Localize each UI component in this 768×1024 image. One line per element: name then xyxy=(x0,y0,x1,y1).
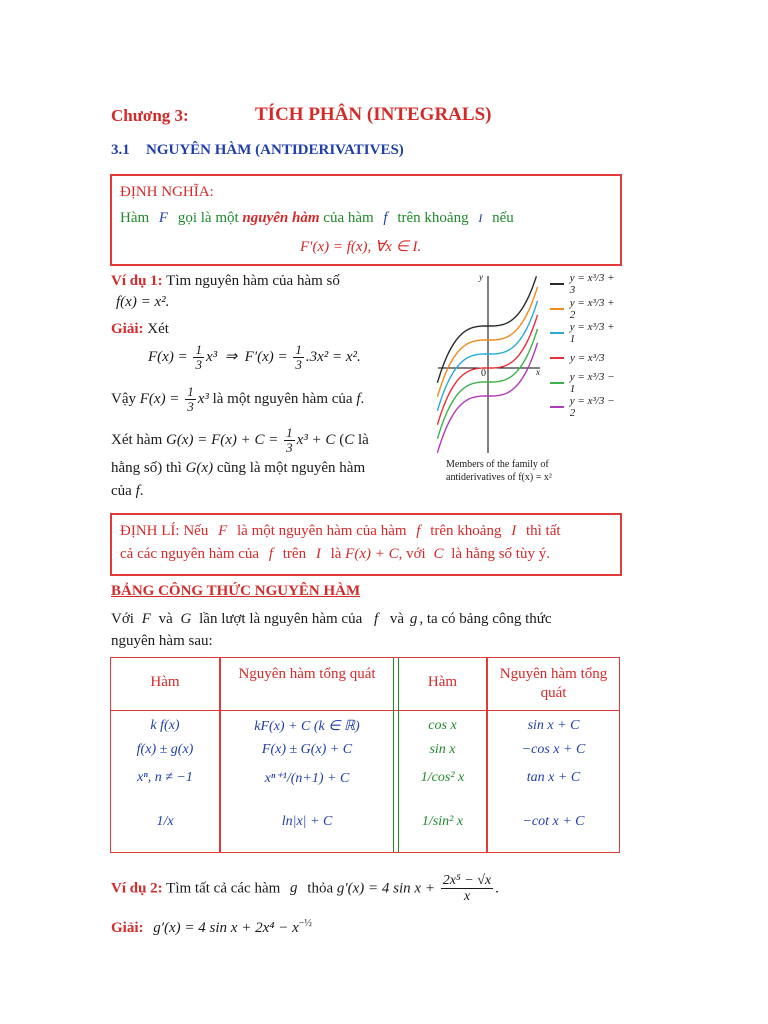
def-text-2: gọi là một xyxy=(177,210,239,226)
def-var-f: F xyxy=(158,210,169,226)
definition-text xyxy=(120,210,514,227)
example1-xet-ham-text: Xét hàm xyxy=(111,432,163,449)
example1-la: là xyxy=(357,432,369,449)
def-var-small-f: f xyxy=(383,210,388,226)
theorem-var-small-f-2: f xyxy=(268,546,274,562)
example1-c-var: C xyxy=(344,432,355,449)
table-cell-col1-1: f(x) ± g(x) xyxy=(136,742,194,757)
origin-label: 0 xyxy=(481,368,486,379)
theorem-text-5: cả các nguyên hàm của xyxy=(120,546,260,562)
example2-var-g: g xyxy=(290,880,298,897)
legend-label: y = x³/3 + 3 xyxy=(569,272,615,297)
table-cell-col3-0: cos x xyxy=(428,718,457,733)
axis-x-label: x xyxy=(536,367,540,377)
table-heading: BẢNG CÔNG THỨC NGUYÊN HÀM xyxy=(111,583,361,599)
example2-fraction: $\frac{\text{2x⁵ − √x}}{x}$ xyxy=(442,873,492,905)
table-cell-col3-2: 1/cos² x xyxy=(420,770,465,785)
table-intro-line-2: nguyên hàm sau: xyxy=(111,633,213,649)
def-text-1: Hàm xyxy=(120,210,150,226)
example1-func: f(x) = x². xyxy=(116,294,170,310)
theorem-text-8: , với xyxy=(398,546,426,562)
table-intro-line-1 xyxy=(111,611,552,628)
axis-y-label: y xyxy=(479,272,483,282)
example1-derivation: F(x) = $\frac{1}{3}$ x³ ⇒ F′(x) = $\frac{1}{3}$ .3x² = x². xyxy=(148,342,361,373)
example1-label: Ví dụ 1: xyxy=(111,273,163,289)
header-ham-2: Hàm xyxy=(427,674,458,690)
intro-text-2: và xyxy=(158,611,173,627)
intro-var-f: F xyxy=(141,611,151,627)
table-cell-col3-3: 1/sin² x xyxy=(421,814,464,829)
example2-solution xyxy=(111,918,312,937)
example1-vay: Vậy xyxy=(111,391,136,408)
theorem-line-1 xyxy=(120,523,561,540)
legend-swatch xyxy=(550,332,564,334)
definition-label: ĐỊNH NGHĨA: xyxy=(120,184,214,200)
formula-table xyxy=(110,657,620,853)
example2-prompt-text: Tìm tất cả các hàm xyxy=(166,880,281,897)
def-text-3: của hàm xyxy=(323,210,374,226)
example1-prompt xyxy=(111,273,340,290)
legend-label: y = x³/3 + 2 xyxy=(569,296,615,321)
legend-entry xyxy=(550,370,622,395)
example1-conclusion: Vậy F(x) = $\frac{1}{3}$ x³ là một nguyên hàm của f. xyxy=(111,384,365,415)
table-cell-col2-2: xⁿ⁺¹/(n+1) + C xyxy=(264,771,350,786)
theorem-formula: F(x) + C xyxy=(345,546,399,562)
figure-caption xyxy=(446,458,552,484)
chapter-label: Chương 3: xyxy=(111,106,189,125)
caption-line-1: Members of the family of xyxy=(446,459,549,470)
def-var-i: I xyxy=(478,211,483,225)
legend-swatch xyxy=(550,357,564,359)
theorem-var-c: C xyxy=(433,546,444,562)
intro-var-g: G xyxy=(180,611,192,627)
definition-formula: F′(x) = f(x), ∀x ∈ I. xyxy=(300,239,422,255)
table-cell-col1-2: xⁿ, n ≠ −1 xyxy=(137,770,193,785)
legend-label: y = x³/3 − 1 xyxy=(569,370,615,395)
example1-solution-intro: Xét xyxy=(147,321,169,337)
legend-label: y = x³/3 − 2 xyxy=(569,395,615,420)
table-cell-col2-0: kF(x) + C (k ∈ ℝ) xyxy=(254,719,360,734)
legend-entry xyxy=(550,272,622,297)
example2-prompt: Ví dụ 2: Tìm tất cả các hàm g thỏa g′(x) = 4 sin x + $\frac{\text{2x⁵ − √x}}{x}$ . xyxy=(111,873,499,905)
theorem-text-2: là một nguyên hàm của hàm xyxy=(237,523,407,539)
theorem-var-f: F xyxy=(218,523,228,539)
legend-swatch xyxy=(550,382,564,384)
intro-var-small-f: f xyxy=(373,611,379,627)
def-text-5: nếu xyxy=(492,210,514,226)
curve-2 xyxy=(437,301,537,411)
legend-entry xyxy=(550,346,622,371)
legend-swatch xyxy=(550,283,564,285)
section-number: 3.1 xyxy=(111,142,130,158)
table-cell-col3-1: sin x xyxy=(429,742,456,757)
theorem-var-small-f: f xyxy=(416,523,421,539)
example1-vay-rest: là một nguyên hàm của xyxy=(212,391,353,408)
example1-line3 xyxy=(111,460,365,477)
example2-prompt-2: thỏa xyxy=(307,880,334,897)
antiderivative-figure xyxy=(432,268,622,488)
header-nguyen-ham-2: Nguyên hàm tổng quát xyxy=(499,666,608,701)
example1-solution-label: Giải: xyxy=(111,321,144,337)
definition-box xyxy=(110,174,622,266)
example1-line4: của f. xyxy=(111,483,144,499)
example1-solution-line xyxy=(111,321,169,338)
example1-line4-f: f xyxy=(135,483,140,499)
legend-swatch xyxy=(550,406,564,408)
theorem-box xyxy=(110,513,622,576)
theorem-label: ĐỊNH LÍ: xyxy=(120,523,180,539)
table-cell-col1-3: 1/x xyxy=(156,814,174,829)
theorem-text-3: trên khoảng xyxy=(430,523,502,539)
theorem-var-i: I xyxy=(511,523,517,539)
example1-line3-b: cũng là một nguyên hàm xyxy=(216,460,366,476)
legend-label: y = x³/3 + 1 xyxy=(569,321,615,346)
example1-line3-text: hằng số) thì xyxy=(111,460,182,476)
intro-text-4: và xyxy=(389,611,405,627)
table-cell-col2-3: ln|x| + C xyxy=(281,814,333,829)
example2-exponent: −½ xyxy=(298,918,312,929)
example1-line4-text: của xyxy=(111,483,132,499)
table-cell-col2-1: F(x) ± G(x) + C xyxy=(261,742,353,757)
example1-xet-ham: Xét hàm G(x) = F(x) + C = $\frac{1}{3}$ x³ + C (C là xyxy=(111,425,369,456)
curve-0 xyxy=(437,276,536,383)
intro-var-small-g: g xyxy=(409,611,418,627)
legend-entry xyxy=(550,297,622,322)
table-cell-col4-0: sin x + C xyxy=(527,718,580,733)
def-term: nguyên hàm xyxy=(242,210,320,226)
def-text-4: trên khoảng xyxy=(397,210,469,226)
figure-legend xyxy=(550,272,622,420)
example1-g-var: G(x) xyxy=(185,460,214,476)
legend-swatch xyxy=(550,308,564,310)
table-cell-col1-0: k f(x) xyxy=(150,718,180,733)
curve-3 xyxy=(437,315,537,425)
theorem-var-i-2: I xyxy=(315,546,321,562)
theorem-text-1: Nếu xyxy=(183,523,209,539)
example1-paren: ( xyxy=(339,432,345,449)
intro-text-1: Với xyxy=(111,611,134,627)
legend-label: y = x³/3 xyxy=(570,352,605,365)
example2-solution-formula: g′(x) = 4 sin x + 2x⁴ − x xyxy=(153,920,299,936)
example2-formula-left: g′(x) = 4 sin x + xyxy=(336,880,435,897)
legend-entry xyxy=(550,321,622,346)
table-cell-col4-2: tan x + C xyxy=(526,770,581,785)
example2-label: Ví dụ 2: xyxy=(111,880,163,897)
caption-line-2: antiderivatives of f(x) = x² xyxy=(446,472,552,483)
theorem-text-6: trên xyxy=(282,546,307,562)
section-title: NGUYÊN HÀM (ANTIDERIVATIVES) xyxy=(146,142,404,158)
curve-1 xyxy=(437,287,537,397)
intro-text-5: , ta có bảng công thức xyxy=(419,611,552,627)
legend-entry xyxy=(550,395,622,420)
example2-solution-label: Giải: xyxy=(111,920,144,936)
table-cell-col4-3: −cot x + C xyxy=(522,814,585,829)
example1-f-var: f xyxy=(356,391,361,408)
table-cell-col4-1: −cos x + C xyxy=(521,742,586,757)
chapter-title: TÍCH PHÂN (INTEGRALS) xyxy=(255,104,492,125)
theorem-text-9: là hằng số tùy ý. xyxy=(451,546,550,562)
theorem-text-4: thì tất xyxy=(525,523,561,539)
curves-plot xyxy=(432,268,542,453)
header-ham-1: Hàm xyxy=(150,674,180,690)
header-nguyen-ham-1: Nguyên hàm tổng quát xyxy=(238,666,376,682)
theorem-line-2 xyxy=(120,546,550,563)
example1-prompt-text: Tìm nguyên hàm của hàm số xyxy=(166,273,340,289)
intro-text-3: lần lượt là nguyên hàm của xyxy=(199,611,363,627)
theorem-text-7: là xyxy=(330,546,342,562)
